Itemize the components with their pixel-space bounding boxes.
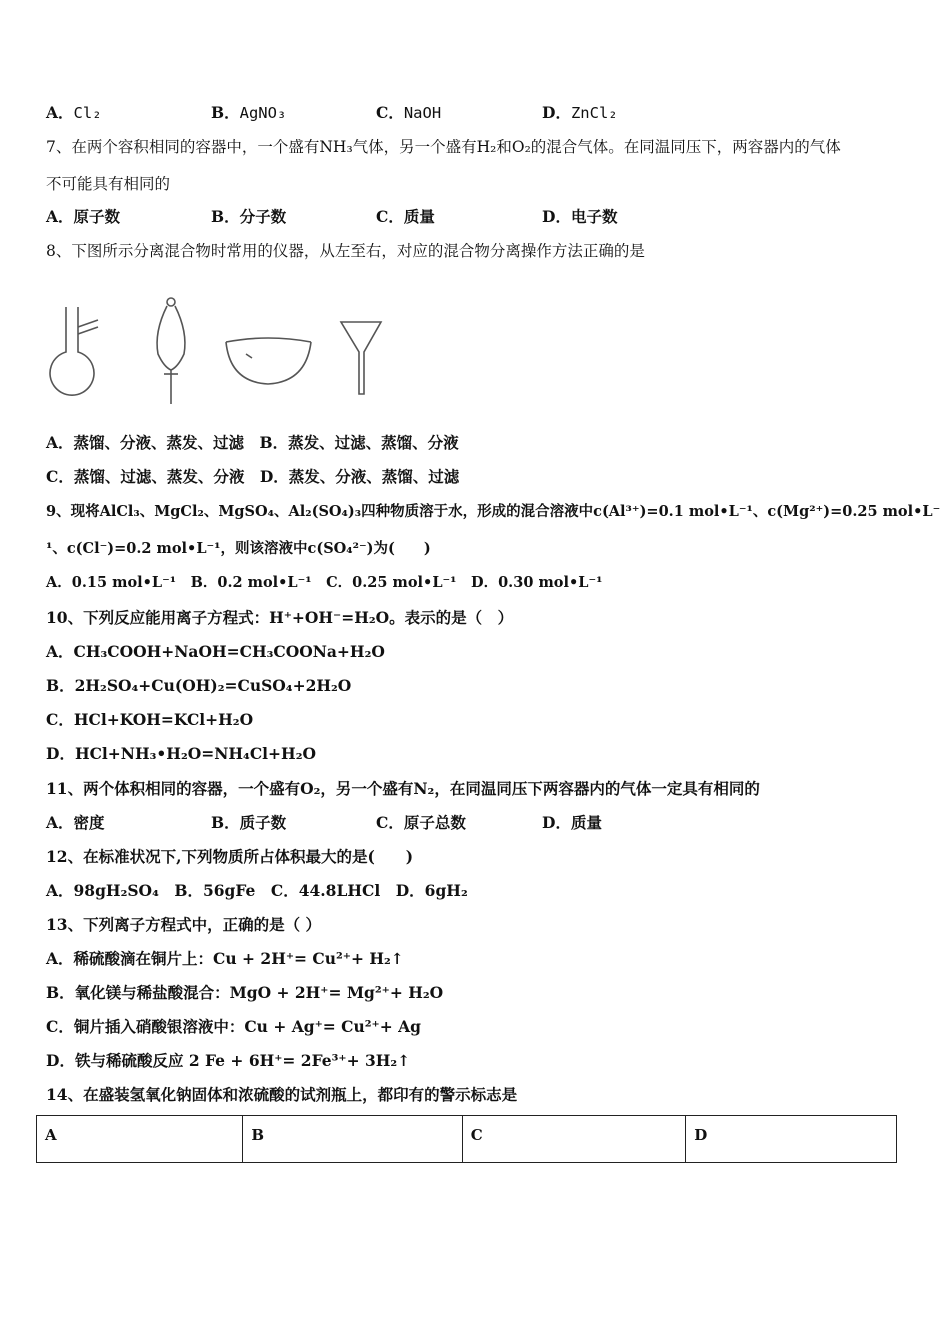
- q7-option-d: D．电子数: [542, 207, 618, 226]
- q6-option-a: A．Cl₂: [46, 103, 102, 122]
- q13-option-c: C．铜片插入硝酸银溶液中：Cu + Ag⁺= Cu²⁺+ Ag: [46, 1017, 421, 1036]
- q11-option-a: A．密度: [46, 813, 105, 832]
- q10-option-b: B．2H₂SO₄+Cu(OH)₂=CuSO₄+2H₂O: [46, 676, 352, 695]
- q6-option-c: C．NaOH: [376, 103, 442, 122]
- separatory-funnel-icon: [157, 298, 185, 404]
- q10-stem: 10、下列反应能用离子方程式：H⁺+OH⁻=H₂O。表示的是（ ）: [46, 608, 514, 627]
- q14-cell-c: C: [462, 1116, 686, 1163]
- q13-option-d: D．铁与稀硫酸反应 2 Fe + 6H⁺= 2Fe³⁺+ 3H₂↑: [46, 1051, 411, 1070]
- distilling-flask-icon: [50, 307, 98, 395]
- q9-stem-line2: ¹、c(Cl⁻)=0.2 mol•L⁻¹，则该溶液中c(SO₄²⁻)为( ): [46, 540, 431, 557]
- q7-option-c: C．质量: [376, 207, 435, 226]
- q6-option-b: B．AgNO₃: [211, 103, 287, 122]
- q7-stem-line2: 不可能具有相同的: [46, 175, 171, 193]
- q13-option-a: A．稀硫酸滴在铜片上：Cu + 2H⁺= Cu²⁺+ H₂↑: [46, 949, 404, 968]
- q10-option-a: A．CH₃COOH+NaOH=CH₃COONa+H₂O: [46, 642, 385, 661]
- q14-cell-d: D: [686, 1116, 897, 1163]
- q14-cell-a: A: [37, 1116, 243, 1163]
- q13-option-b: B．氧化镁与稀盐酸混合：MgO + 2H⁺= Mg²⁺+ H₂O: [46, 983, 444, 1002]
- q7-stem-line1: 7、在两个容积相同的容器中，一个盛有NH₃气体，另一个盛有H₂和O₂的混合气体。在同温同压下，两容器内的气体: [46, 138, 841, 156]
- q10-option-c: C．HCl+KOH=KCl+H₂O: [46, 710, 254, 729]
- q11-option-b: B．质子数: [211, 813, 287, 832]
- q7-option-b: B．分子数: [211, 207, 287, 226]
- q10-option-d: D．HCl+NH₃•H₂O=NH₄Cl+H₂O: [46, 744, 316, 763]
- q8-options-row2: C．蒸馏、过滤、蒸发、分液 D．蒸发、分液、蒸馏、过滤: [46, 467, 460, 486]
- q14-stem: 14、在盛装氢氧化钠固体和浓硫酸的试剂瓶上，都印有的警示标志是: [46, 1085, 518, 1104]
- q8-options-row1: A．蒸馏、分液、蒸发、过滤 B．蒸发、过滤、蒸馏、分液: [46, 433, 459, 452]
- q12-stem: 12、在标准状况下,下列物质所占体积最大的是( ): [46, 847, 414, 866]
- q9-stem-line1: 9、现将AlCl₃、MgCl₂、MgSO₄、Al₂(SO₄)₃四种物质溶于水，形成的混合溶液中c(Al³⁺)=0.1 mol•L⁻¹、c(Mg²⁺)=0.25 mol•L⁻: [46, 503, 941, 520]
- q9-options: A．0.15 mol•L⁻¹ B．0.2 mol•L⁻¹ C．0.25 mol•L⁻¹ D．0.30 mol•L⁻¹: [46, 574, 603, 591]
- q11-option-c: C．原子总数: [376, 813, 466, 832]
- q8-stem: 8、下图所示分离混合物时常用的仪器，从左至右，对应的混合物分离操作方法正确的是: [46, 242, 645, 260]
- q13-stem: 13、下列离子方程式中，正确的是（ ）: [46, 915, 321, 934]
- q12-options: A．98gH₂SO₄ B．56gFe C．44.8LHCl D．6gH₂: [46, 881, 468, 900]
- q6-option-d: D．ZnCl₂: [542, 103, 618, 122]
- separation-apparatus-figure: [46, 282, 391, 412]
- q11-option-d: D．质量: [542, 813, 602, 832]
- q14-cell-b: B: [243, 1116, 462, 1163]
- q14-choice-table: [36, 1115, 897, 1163]
- evaporating-dish-icon: [226, 338, 311, 384]
- q7-option-a: A．原子数: [46, 207, 121, 226]
- q11-stem: 11、两个体积相同的容器，一个盛有O₂，另一个盛有N₂，在同温同压下两容器内的气体一定具有相同的: [46, 779, 760, 798]
- filter-funnel-icon: [341, 322, 381, 394]
